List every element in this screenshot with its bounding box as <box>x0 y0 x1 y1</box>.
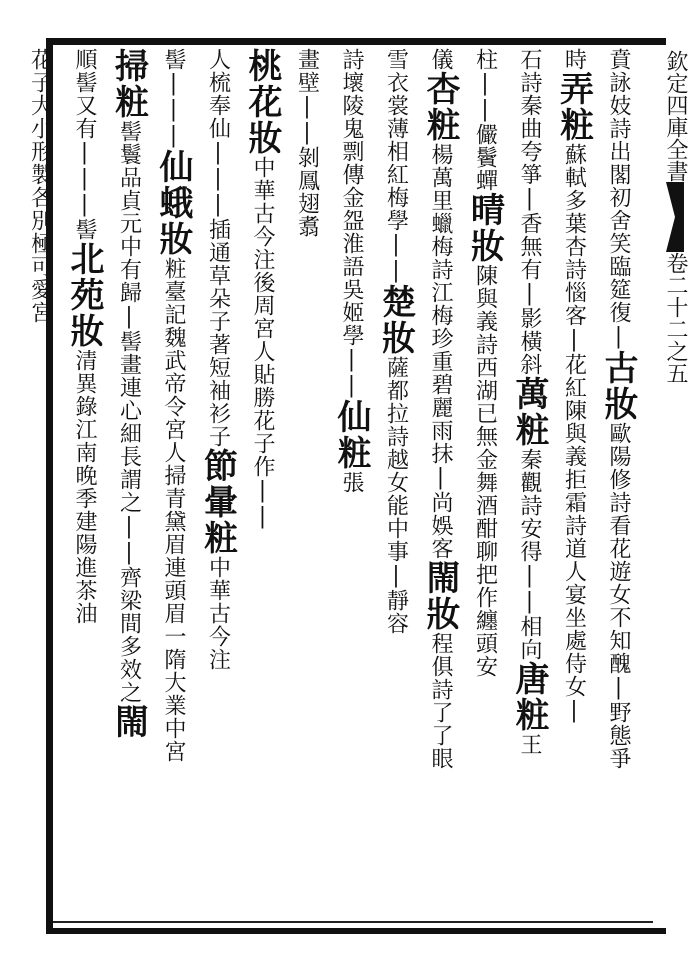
text-column <box>329 48 374 920</box>
citation-text: 儀 <box>428 48 453 71</box>
citation-text: 隋大業中宮 <box>161 648 186 763</box>
frame-top-border <box>46 38 666 45</box>
citation-text: 蘇軾多葉杏詩惱客| <box>561 143 587 353</box>
citation-text: 粧臺記魏武帝令宮人掃青黛眉連頭眉一 <box>161 257 186 648</box>
citation-text: 舍笑臨筵復| <box>606 209 631 350</box>
citation-text: 畫連心細長謂之||齊梁間多效之 <box>116 353 142 704</box>
volume-label: 卷二十二之五 <box>663 252 688 384</box>
citation-text: 髻||| <box>161 48 186 149</box>
citation-text: 張 <box>339 471 364 494</box>
citation-text: 歐陽修詩看花遊女不知醜|野態爭 <box>606 422 631 770</box>
citation-text: 影橫斜 <box>517 307 542 376</box>
text-column <box>373 48 418 920</box>
citation-text: 香無有| <box>517 212 542 307</box>
entry-term: 楚妝 <box>375 284 416 356</box>
entry-term: 弄粧 <box>553 71 594 143</box>
entry-term: 仙粧 <box>331 399 371 471</box>
entry-term: 杏粧 <box>420 71 460 143</box>
citation-text: 淮語吳姬學|| <box>339 232 364 399</box>
citation-text: 清異錄江南晚季建陽進茶油 <box>72 349 97 625</box>
citation-text: 秦觀詩安得||相向 <box>517 448 542 661</box>
citation-text: 程俱詩了了眼 <box>428 632 453 770</box>
entry-term: 桃花妝 <box>242 48 282 156</box>
citation-text: 安 <box>472 655 498 678</box>
entry-term: 閙 <box>108 704 149 740</box>
text-column <box>17 48 62 920</box>
citation-text: 翥 <box>294 215 320 238</box>
entry-term: 仙蛾妝 <box>153 149 193 257</box>
citation-text: 陳與義詩西湖已無金 <box>472 264 498 471</box>
citation-text: |||插通草朵子著短袖衫子 <box>205 140 231 448</box>
entry-term: 晴妝 <box>464 192 505 264</box>
text-column <box>507 48 552 920</box>
text-column <box>151 48 196 920</box>
entry-term: 閙妝 <box>420 560 460 632</box>
margin-fish-tail-icon <box>677 182 695 252</box>
citation-text: || <box>250 478 275 530</box>
citation-text: 中華古今注後周宮人貼勝花子作 <box>250 156 275 478</box>
citation-text: 薩都拉詩越女能 <box>383 356 409 517</box>
frame-bottom-border <box>46 928 666 934</box>
citation-text: 舞酒酣聊把作纏頭 <box>472 471 498 655</box>
citation-text: 雪衣裳薄相紅梅學|| <box>383 48 409 284</box>
book-title: 欽定四庫全書 <box>663 50 688 182</box>
citation-text: 碧麗雨抹|尚娛客 <box>428 373 453 560</box>
entry-term: 掃粧 <box>108 48 149 120</box>
text-column <box>195 48 240 920</box>
citation-text: 畫壁||剝鳳翅 <box>294 48 320 215</box>
entry-term: 唐粧 <box>509 661 549 733</box>
citation-text: 時 <box>561 48 587 71</box>
citation-text: 中事|靜容 <box>383 517 409 635</box>
text-column <box>284 48 329 920</box>
citation-text: 柱||儼鬢蟬 <box>472 48 498 192</box>
citation-text: 王 <box>517 733 542 756</box>
text-column <box>462 48 507 920</box>
text-column <box>551 48 596 920</box>
entry-term: 節暈粧 <box>197 448 238 556</box>
text-column <box>418 48 463 920</box>
citation-text: 石詩秦曲夸箏| <box>517 48 542 212</box>
citation-text: 人梳奉仙 <box>205 48 231 140</box>
citation-text: 花子大小形製各別極可愛宮 <box>27 48 53 324</box>
text-column <box>240 48 285 920</box>
citation-text: 楊萬里蠟梅詩江梅珍重 <box>428 143 453 373</box>
citation-text: 詩壞陵鬼剽傳金盌 <box>339 48 364 232</box>
text-column <box>106 48 151 920</box>
entry-term: 古妝 <box>598 350 638 422</box>
text-column <box>62 48 107 920</box>
citation-text: 中華古今注 <box>205 556 231 671</box>
citation-text: 髻鬟品貞元中有歸|髻 <box>116 120 142 353</box>
text-column <box>596 48 641 920</box>
entry-term: 北苑妝 <box>64 241 104 349</box>
entry-term: 萬粧 <box>509 376 549 448</box>
margin-heading-column <box>651 50 695 920</box>
citation-text: 賁詠妓詩出閣初 <box>606 48 631 209</box>
citation-text: 花紅陳與義拒霜詩道人宴坐處侍女| <box>561 353 587 724</box>
citation-text: 順髻又有|||髻 <box>72 48 97 241</box>
frame-inner-bottom-rule <box>53 921 653 923</box>
